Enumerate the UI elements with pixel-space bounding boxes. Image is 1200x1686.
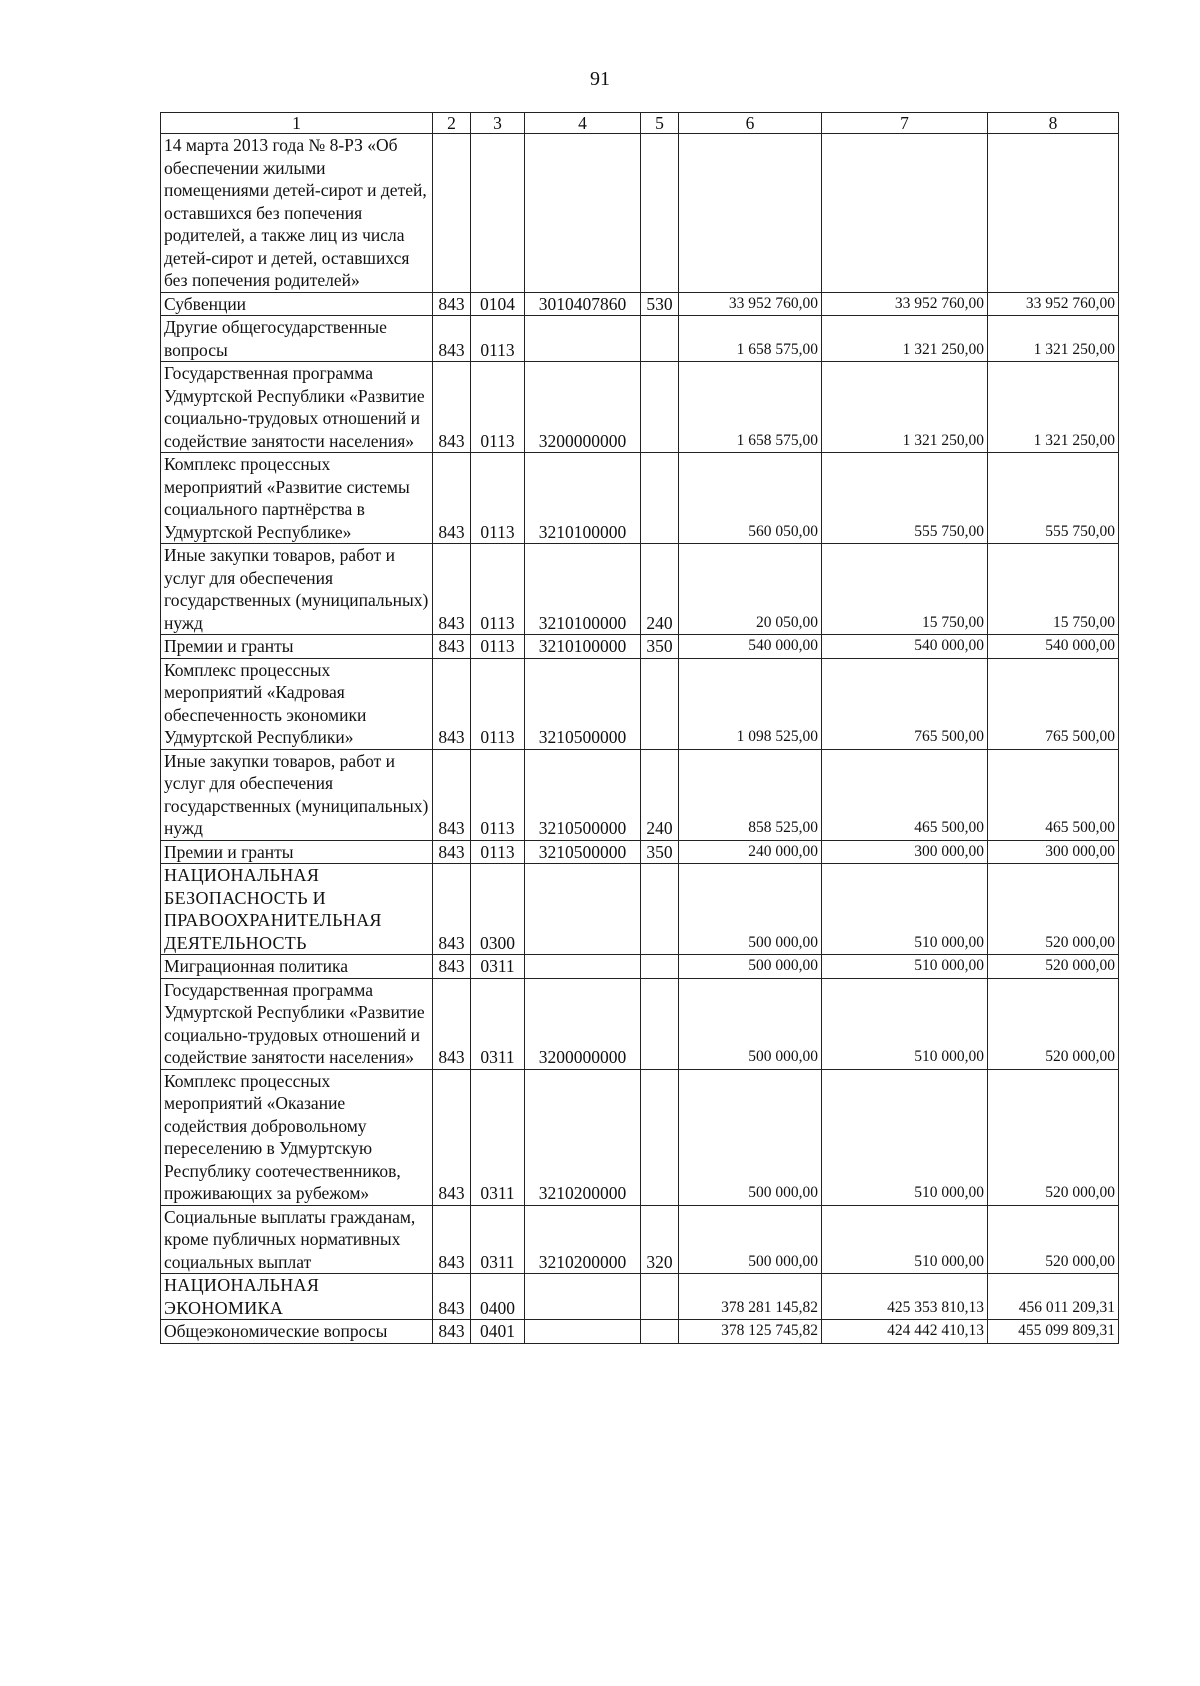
cell-col-7: 465 500,00 bbox=[822, 749, 988, 840]
cell-col-4: 3210500000 bbox=[525, 840, 641, 864]
cell-col-8: 520 000,00 bbox=[988, 1069, 1119, 1205]
cell-col-7: 510 000,00 bbox=[822, 864, 988, 955]
cell-col-6: 500 000,00 bbox=[679, 955, 822, 979]
cell-col-4: 3210500000 bbox=[525, 749, 641, 840]
cell-col-7: 1 321 250,00 bbox=[822, 362, 988, 453]
cell-col-6: 1 098 525,00 bbox=[679, 658, 822, 749]
cell-col-2: 843 bbox=[433, 453, 471, 544]
column-header: 8 bbox=[988, 113, 1119, 134]
table-row bbox=[161, 134, 1119, 293]
cell-col-2: 843 bbox=[433, 1205, 471, 1274]
cell-col-5: 320 bbox=[641, 1205, 679, 1274]
table-body bbox=[161, 134, 1119, 1344]
cell-col-2: 843 bbox=[433, 362, 471, 453]
row-name-cell: Государственная программа Удмуртской Республики «Развитие социально-трудовых отношений и содействие занятости населения» bbox=[161, 362, 433, 453]
cell-col-6: 560 050,00 bbox=[679, 453, 822, 544]
cell-col-4 bbox=[525, 316, 641, 362]
row-name-cell: Социальные выплаты гражданам, кроме публичных нормативных социальных выплат bbox=[161, 1205, 433, 1274]
row-name-cell: Комплекс процессных мероприятий «Кадровая обеспеченность экономики Удмуртской Республики» bbox=[161, 658, 433, 749]
cell-col-5 bbox=[641, 134, 679, 293]
cell-col-5 bbox=[641, 1320, 679, 1344]
table-row bbox=[161, 1069, 1119, 1205]
cell-col-4: 3200000000 bbox=[525, 978, 641, 1069]
cell-col-5: 530 bbox=[641, 292, 679, 316]
table-row bbox=[161, 978, 1119, 1069]
cell-col-8: 540 000,00 bbox=[988, 635, 1119, 659]
cell-col-4: 3210500000 bbox=[525, 658, 641, 749]
cell-col-3: 0104 bbox=[471, 292, 525, 316]
row-name-cell: Премии и гранты bbox=[161, 840, 433, 864]
cell-col-8: 765 500,00 bbox=[988, 658, 1119, 749]
cell-col-5 bbox=[641, 316, 679, 362]
cell-col-2: 843 bbox=[433, 635, 471, 659]
cell-col-6: 540 000,00 bbox=[679, 635, 822, 659]
column-header: 3 bbox=[471, 113, 525, 134]
cell-col-4: 3210100000 bbox=[525, 544, 641, 635]
cell-col-2: 843 bbox=[433, 316, 471, 362]
cell-col-3: 0113 bbox=[471, 544, 525, 635]
cell-col-7: 15 750,00 bbox=[822, 544, 988, 635]
cell-col-4 bbox=[525, 955, 641, 979]
column-header: 6 bbox=[679, 113, 822, 134]
cell-col-5 bbox=[641, 955, 679, 979]
table-row bbox=[161, 955, 1119, 979]
cell-col-3: 0311 bbox=[471, 955, 525, 979]
cell-col-2: 843 bbox=[433, 292, 471, 316]
cell-col-3 bbox=[471, 134, 525, 293]
table-row bbox=[161, 1205, 1119, 1274]
cell-col-5: 350 bbox=[641, 840, 679, 864]
column-header: 2 bbox=[433, 113, 471, 134]
cell-col-8: 520 000,00 bbox=[988, 955, 1119, 979]
cell-col-6: 1 658 575,00 bbox=[679, 316, 822, 362]
cell-col-2: 843 bbox=[433, 864, 471, 955]
cell-col-4: 3210200000 bbox=[525, 1069, 641, 1205]
cell-col-3: 0113 bbox=[471, 840, 525, 864]
row-name-cell: Общеэкономические вопросы bbox=[161, 1320, 433, 1344]
table-row bbox=[161, 864, 1119, 955]
table-row bbox=[161, 544, 1119, 635]
header-row bbox=[161, 113, 1119, 134]
cell-col-4 bbox=[525, 134, 641, 293]
cell-col-2: 843 bbox=[433, 658, 471, 749]
column-header: 5 bbox=[641, 113, 679, 134]
cell-col-6: 500 000,00 bbox=[679, 1205, 822, 1274]
cell-col-2: 843 bbox=[433, 1320, 471, 1344]
table-row bbox=[161, 1274, 1119, 1320]
table-row bbox=[161, 362, 1119, 453]
cell-col-2 bbox=[433, 134, 471, 293]
cell-col-5 bbox=[641, 362, 679, 453]
row-name-cell: Премии и гранты bbox=[161, 635, 433, 659]
cell-col-6: 20 050,00 bbox=[679, 544, 822, 635]
cell-col-8 bbox=[988, 134, 1119, 293]
column-header: 1 bbox=[161, 113, 433, 134]
cell-col-7: 300 000,00 bbox=[822, 840, 988, 864]
cell-col-7 bbox=[822, 134, 988, 293]
cell-col-7: 510 000,00 bbox=[822, 955, 988, 979]
cell-col-3: 0400 bbox=[471, 1274, 525, 1320]
cell-col-4: 3200000000 bbox=[525, 362, 641, 453]
cell-col-8: 15 750,00 bbox=[988, 544, 1119, 635]
cell-col-6: 240 000,00 bbox=[679, 840, 822, 864]
cell-col-2: 843 bbox=[433, 544, 471, 635]
table-row bbox=[161, 840, 1119, 864]
cell-col-4: 3210100000 bbox=[525, 635, 641, 659]
cell-col-5 bbox=[641, 453, 679, 544]
cell-col-7: 510 000,00 bbox=[822, 1205, 988, 1274]
cell-col-6: 858 525,00 bbox=[679, 749, 822, 840]
cell-col-8: 520 000,00 bbox=[988, 1205, 1119, 1274]
cell-col-7: 424 442 410,13 bbox=[822, 1320, 988, 1344]
cell-col-4: 3210200000 bbox=[525, 1205, 641, 1274]
cell-col-7: 510 000,00 bbox=[822, 1069, 988, 1205]
cell-col-2: 843 bbox=[433, 840, 471, 864]
row-name-cell: Иные закупки товаров, работ и услуг для обеспечения государственных (муниципальных) нужд bbox=[161, 749, 433, 840]
cell-col-4 bbox=[525, 1320, 641, 1344]
cell-col-8: 300 000,00 bbox=[988, 840, 1119, 864]
cell-col-3: 0113 bbox=[471, 635, 525, 659]
cell-col-2: 843 bbox=[433, 978, 471, 1069]
table-row bbox=[161, 292, 1119, 316]
cell-col-8: 520 000,00 bbox=[988, 864, 1119, 955]
cell-col-3: 0113 bbox=[471, 749, 525, 840]
cell-col-5 bbox=[641, 658, 679, 749]
cell-col-4 bbox=[525, 864, 641, 955]
cell-col-3: 0401 bbox=[471, 1320, 525, 1344]
cell-col-3: 0113 bbox=[471, 362, 525, 453]
cell-col-7: 555 750,00 bbox=[822, 453, 988, 544]
cell-col-4: 3210100000 bbox=[525, 453, 641, 544]
cell-col-6: 33 952 760,00 bbox=[679, 292, 822, 316]
table-row bbox=[161, 453, 1119, 544]
column-header: 7 bbox=[822, 113, 988, 134]
row-name-cell: НАЦИОНАЛЬНАЯ БЕЗОПАСНОСТЬ И ПРАВООХРАНИТЕЛЬНАЯ ДЕЯТЕЛЬНОСТЬ bbox=[161, 864, 433, 955]
table-row bbox=[161, 635, 1119, 659]
cell-col-3: 0113 bbox=[471, 316, 525, 362]
cell-col-5 bbox=[641, 864, 679, 955]
cell-col-6: 1 658 575,00 bbox=[679, 362, 822, 453]
cell-col-6: 500 000,00 bbox=[679, 864, 822, 955]
cell-col-2: 843 bbox=[433, 955, 471, 979]
cell-col-6 bbox=[679, 134, 822, 293]
cell-col-2: 843 bbox=[433, 1274, 471, 1320]
cell-col-8: 33 952 760,00 bbox=[988, 292, 1119, 316]
cell-col-6: 378 281 145,82 bbox=[679, 1274, 822, 1320]
cell-col-8: 520 000,00 bbox=[988, 978, 1119, 1069]
cell-col-3: 0311 bbox=[471, 1069, 525, 1205]
row-name-cell: Миграционная политика bbox=[161, 955, 433, 979]
cell-col-7: 425 353 810,13 bbox=[822, 1274, 988, 1320]
cell-col-3: 0113 bbox=[471, 658, 525, 749]
cell-col-5: 240 bbox=[641, 749, 679, 840]
cell-col-7: 765 500,00 bbox=[822, 658, 988, 749]
cell-col-6: 378 125 745,82 bbox=[679, 1320, 822, 1344]
cell-col-3: 0113 bbox=[471, 453, 525, 544]
cell-col-8: 456 011 209,31 bbox=[988, 1274, 1119, 1320]
cell-col-7: 540 000,00 bbox=[822, 635, 988, 659]
cell-col-5 bbox=[641, 1069, 679, 1205]
row-name-cell: НАЦИОНАЛЬНАЯ ЭКОНОМИКА bbox=[161, 1274, 433, 1320]
cell-col-7: 510 000,00 bbox=[822, 978, 988, 1069]
cell-col-5: 350 bbox=[641, 635, 679, 659]
row-name-cell: Иные закупки товаров, работ и услуг для обеспечения государственных (муниципальных) нужд bbox=[161, 544, 433, 635]
cell-col-5 bbox=[641, 1274, 679, 1320]
cell-col-8: 1 321 250,00 bbox=[988, 362, 1119, 453]
cell-col-7: 33 952 760,00 bbox=[822, 292, 988, 316]
cell-col-3: 0311 bbox=[471, 978, 525, 1069]
cell-col-2: 843 bbox=[433, 749, 471, 840]
cell-col-8: 1 321 250,00 bbox=[988, 316, 1119, 362]
table-row bbox=[161, 749, 1119, 840]
cell-col-2: 843 bbox=[433, 1069, 471, 1205]
cell-col-7: 1 321 250,00 bbox=[822, 316, 988, 362]
row-name-cell: Другие общегосударственные вопросы bbox=[161, 316, 433, 362]
table-row bbox=[161, 1320, 1119, 1344]
cell-col-5 bbox=[641, 978, 679, 1069]
cell-col-8: 555 750,00 bbox=[988, 453, 1119, 544]
column-header: 4 bbox=[525, 113, 641, 134]
cell-col-4 bbox=[525, 1274, 641, 1320]
page-number: 91 bbox=[590, 68, 610, 90]
cell-col-8: 455 099 809,31 bbox=[988, 1320, 1119, 1344]
table-row bbox=[161, 658, 1119, 749]
cell-col-6: 500 000,00 bbox=[679, 1069, 822, 1205]
row-name-cell: Субвенции bbox=[161, 292, 433, 316]
budget-table bbox=[160, 112, 1119, 1344]
row-name-cell: Комплекс процессных мероприятий «Оказание содействия добровольному переселению в Удмуртскую Республику соотечественников, проживающих за рубежом» bbox=[161, 1069, 433, 1205]
cell-col-3: 0311 bbox=[471, 1205, 525, 1274]
table-row bbox=[161, 316, 1119, 362]
cell-col-4: 3010407860 bbox=[525, 292, 641, 316]
cell-col-8: 465 500,00 bbox=[988, 749, 1119, 840]
cell-col-5: 240 bbox=[641, 544, 679, 635]
cell-col-3: 0300 bbox=[471, 864, 525, 955]
row-name-cell: Государственная программа Удмуртской Республики «Развитие социально-трудовых отношений и содействие занятости населения» bbox=[161, 978, 433, 1069]
row-name-cell: 14 марта 2013 года № 8-РЗ «Об обеспечении жилыми помещениями детей-сирот и детей, оставшихся без попечения родителей, а также лиц из числа детей-сирот и детей, оставшихся без попечения родителей» bbox=[161, 134, 433, 293]
cell-col-6: 500 000,00 bbox=[679, 978, 822, 1069]
row-name-cell: Комплекс процессных мероприятий «Развитие системы социального партнёрства в Удмуртской Республике» bbox=[161, 453, 433, 544]
